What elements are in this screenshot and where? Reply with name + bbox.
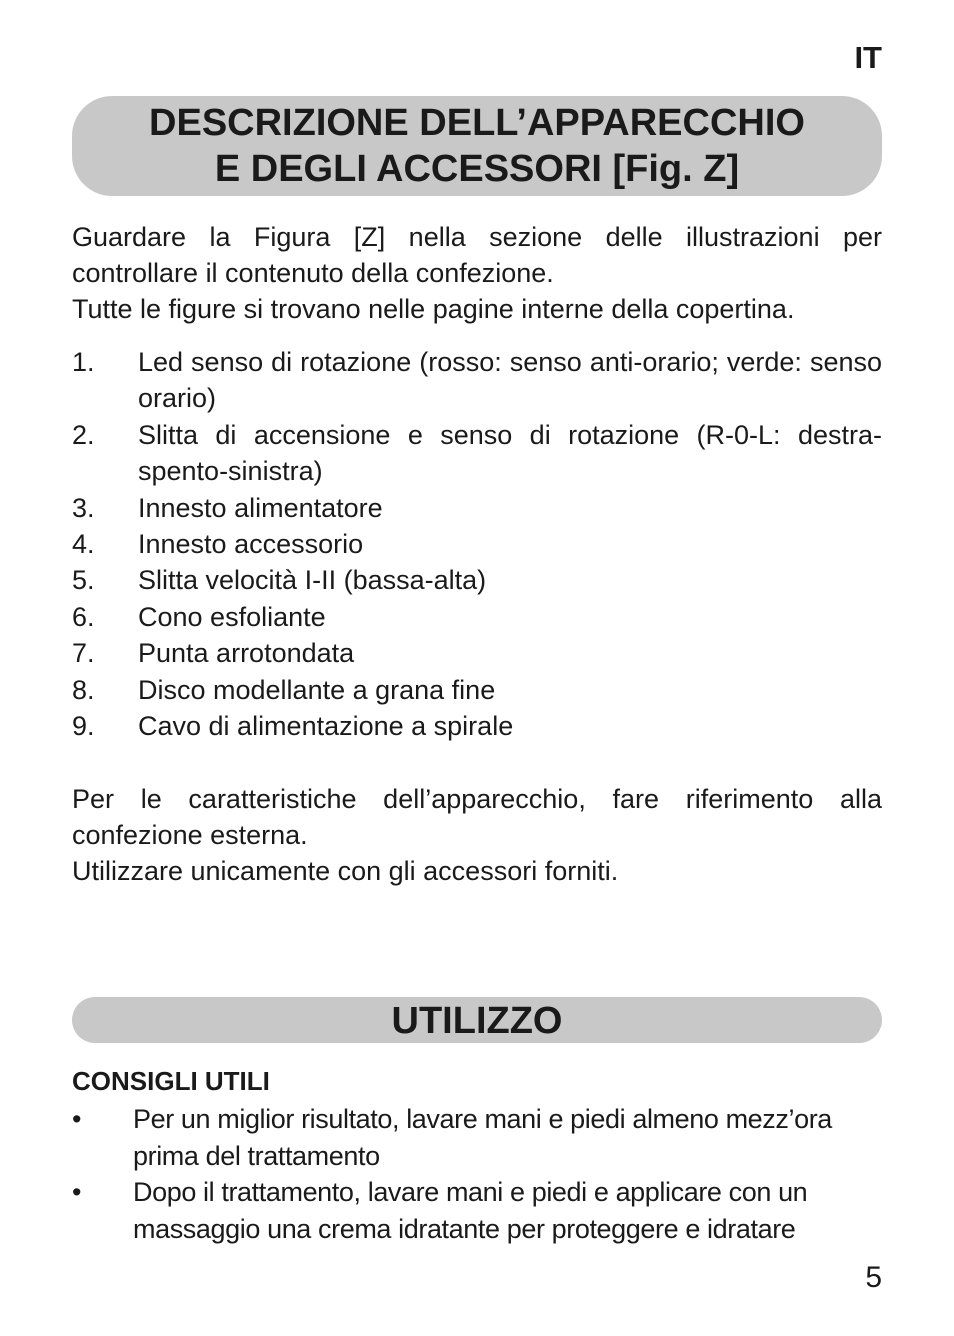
list-item-number: 4.	[72, 529, 95, 560]
list-item-number: 5.	[72, 565, 95, 596]
intro-text-1: Guardare la Figura [Z] nella sezione delle illustrazioni per controllare il contenuto della confezione.	[72, 222, 882, 288]
list-item-text: Disco modellante a grana fine	[138, 674, 496, 705]
page-number: 5	[865, 1261, 882, 1294]
list-item-text: Cono esfoliante	[138, 601, 326, 632]
list-item-text: Innesto alimentatore	[138, 492, 383, 523]
language-code: IT	[854, 40, 882, 75]
list-item-number: 1.	[72, 347, 95, 377]
tip-item	[72, 1174, 882, 1247]
outro-text-1: Per le caratteristiche dell’apparecchio, fare riferimento alla confezione esterna.	[72, 784, 882, 850]
list-item-text: Cavo di alimentazione a spirale	[138, 711, 514, 742]
list-item	[72, 526, 882, 562]
list-item-text: Innesto accessorio	[138, 529, 364, 560]
section-title-line-1: DESCRIZIONE DELL’APPARECCHIO	[149, 102, 805, 144]
section-title-description	[72, 96, 882, 196]
list-item	[72, 562, 882, 598]
list-item-number: 2.	[72, 419, 95, 450]
list-item-text: Punta arrotondata	[138, 638, 355, 669]
outro-text-2: Utilizzare unicamente con gli accessori forniti.	[72, 856, 619, 886]
section-title-usage: UTILIZZO	[72, 997, 882, 1043]
list-item	[72, 599, 882, 635]
list-item-number: 6.	[72, 601, 95, 632]
list-item-number: 9.	[72, 711, 95, 742]
tips-heading: CONSIGLI UTILI	[72, 1066, 270, 1096]
list-item-text: Led senso di rotazione (rosso: senso anti-orario; verde: senso orario)	[138, 347, 882, 414]
intro-paragraph	[72, 219, 882, 327]
accessory-list	[72, 344, 882, 744]
tips-list	[72, 1101, 882, 1247]
list-item-number: 3.	[72, 492, 95, 523]
bullet-mark: •	[72, 1177, 82, 1207]
tip-text: Per un miglior risultato, lavare mani e piedi almeno mezz’ora prima del trattamento	[133, 1104, 832, 1171]
list-item	[72, 635, 882, 671]
section-title-line-2: E DEGLI ACCESSORI [Fig. Z]	[214, 148, 740, 190]
list-item	[72, 490, 882, 526]
list-item-number: 8.	[72, 674, 95, 705]
intro-text-2: Tutte le figure si trovano nelle pagine interne della copertina.	[72, 294, 795, 324]
bullet-mark: •	[72, 1104, 82, 1134]
outro-paragraph	[72, 781, 882, 889]
list-item-text: Slitta di accensione e senso di rotazione (R-0-L: destra-spento-sinistra)	[138, 419, 882, 487]
list-item	[72, 417, 882, 490]
tip-text: Dopo il trattamento, lavare mani e piedi e applicare con un massaggio una crema idratante per proteggere e idratare	[133, 1177, 808, 1244]
list-item-number: 7.	[72, 638, 95, 669]
list-item	[72, 708, 882, 744]
tip-item	[72, 1101, 882, 1174]
list-item	[72, 344, 882, 417]
list-item-text: Slitta velocità I-II (bassa-alta)	[138, 565, 487, 596]
list-item	[72, 672, 882, 708]
